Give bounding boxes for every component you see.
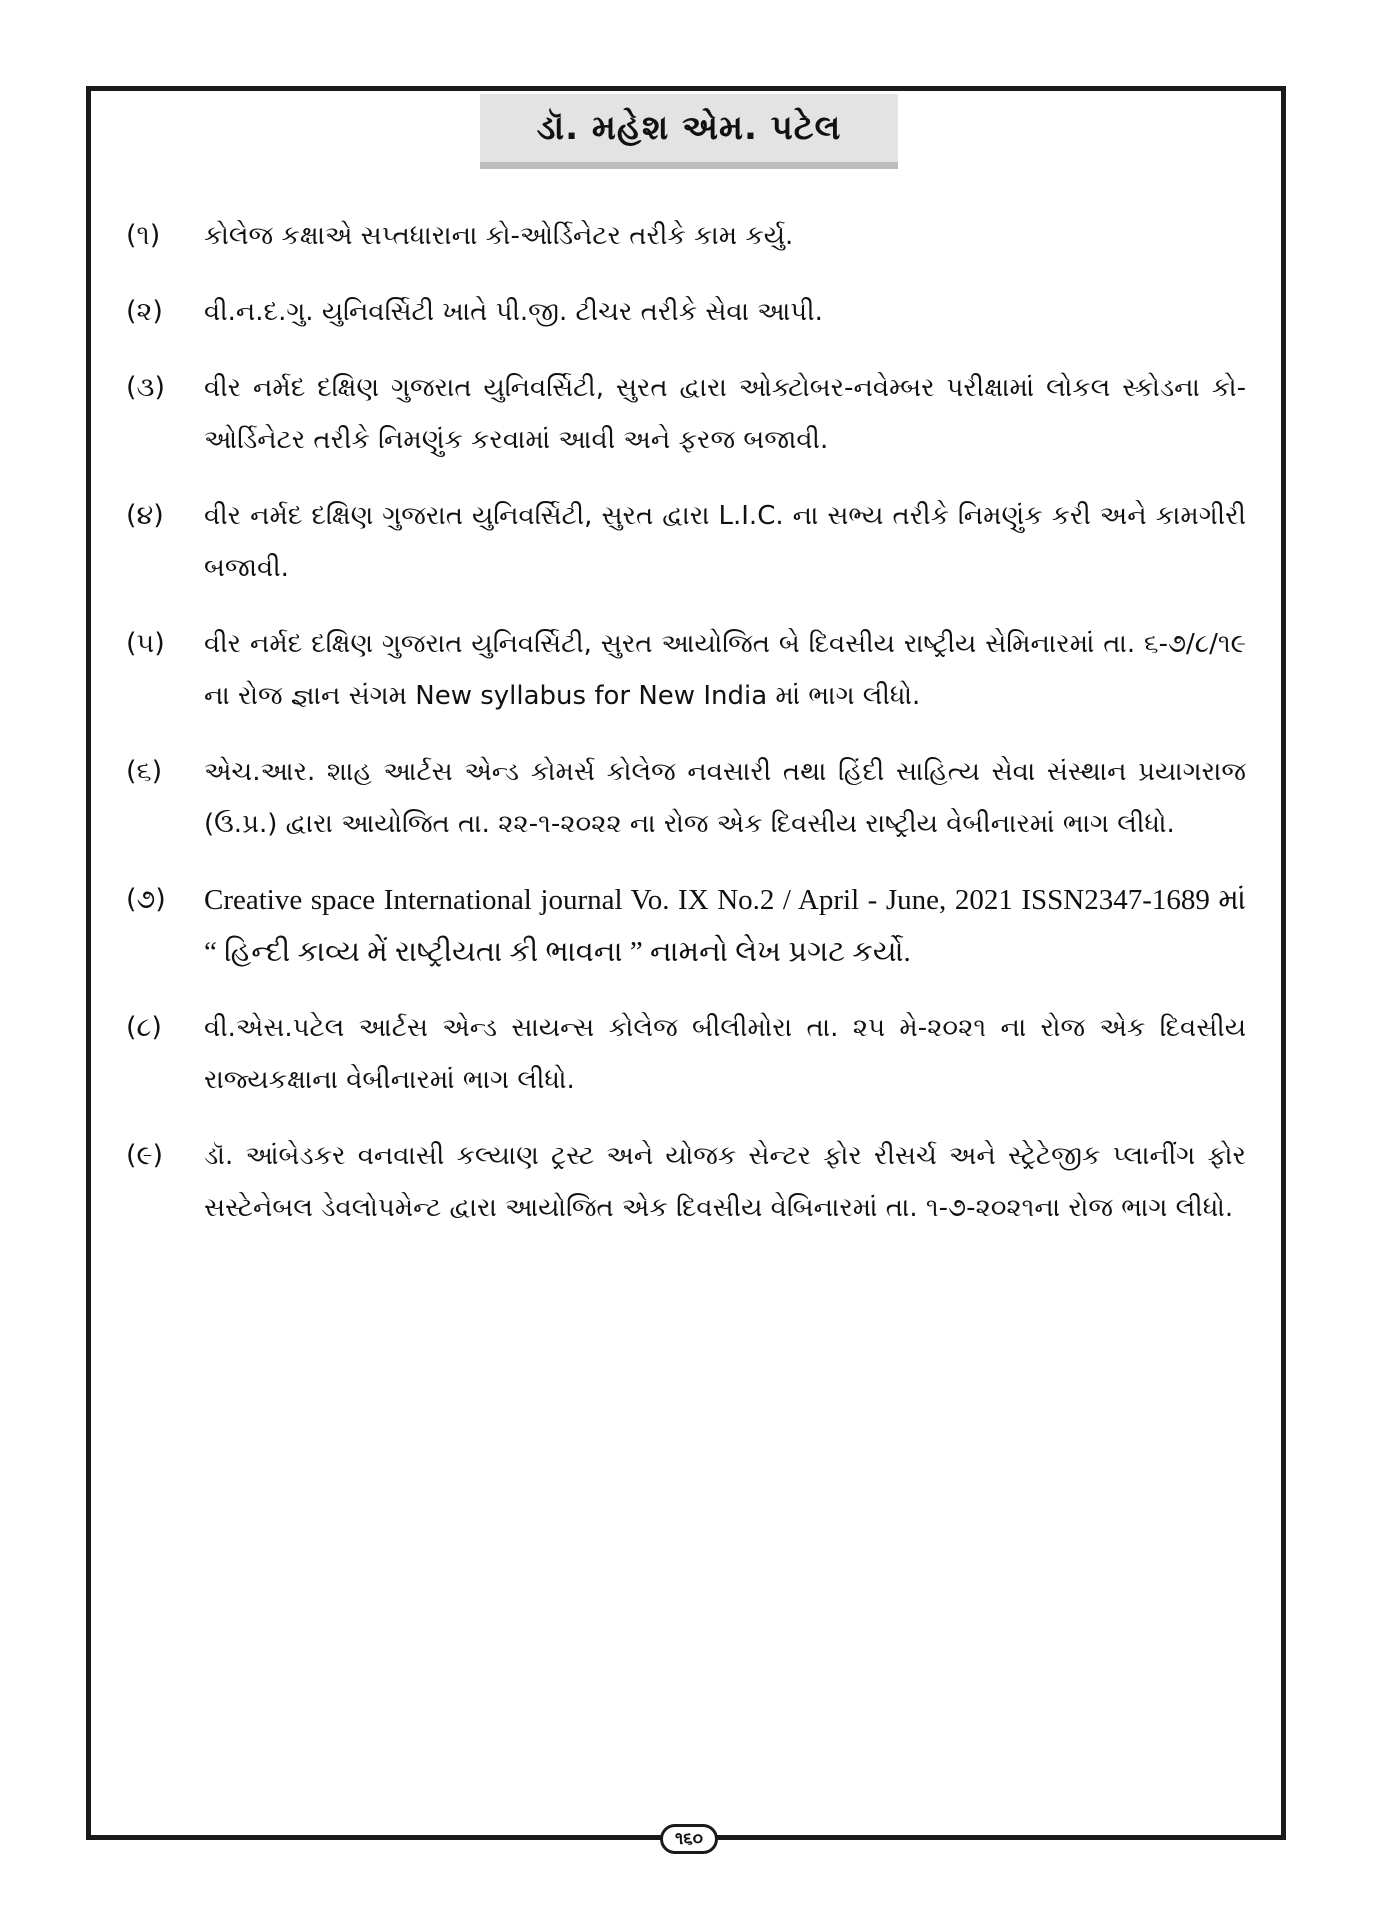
list-item-text: વીર નર્મદ દક્ષિણ ગુજરાત યુનિવર્સિટી, સુરત દ્વારા L.I.C. ના સભ્ય તરીકે નિમણુંક કરી અને કામગીરી બજાવી. bbox=[204, 501, 1246, 583]
list-item-number: (૯) bbox=[126, 1140, 164, 1171]
list-item-text: વીર નર્મદ દક્ષિણ ગુજરાત યુનિવર્સિટી, સુરત આયોજિત બે દિવસીય રાષ્ટ્રીય સેમિનારમાં તા. ૬-૭/૮/૧૯ ના રોજ જ્ઞાન સંગમ New syllabus for New India માં ભાગ લીધો. bbox=[204, 629, 1246, 711]
list-item bbox=[126, 1130, 1246, 1234]
list-item-number: (૭) bbox=[126, 884, 166, 915]
page-title: ડૉ. મહેશ એમ. પટેલ bbox=[536, 108, 842, 148]
list-item-number: (૫) bbox=[126, 628, 165, 659]
list-item-number: (૬) bbox=[126, 756, 163, 787]
list-item-number: (૩) bbox=[126, 372, 166, 403]
page-number-badge bbox=[660, 1824, 718, 1854]
achievement-list bbox=[126, 210, 1246, 1258]
list-item bbox=[126, 210, 1246, 262]
list-item-text: એચ.આર. શાહ આર્ટસ એન્ડ કોમર્સ કોલેજ નવસારી તથા હિંદી સાહિત્ય સેવા સંસ્થાન પ્રયાગરાજ (ઉ.પ્ર.) દ્વારા આયોજિત તા. ૨૨-૧-૨૦૨૨ ના રોજ એક દિવસીય રાષ્ટ્રીય વેબીનારમાં ભાગ લીધો. bbox=[204, 757, 1246, 839]
list-item-number: (૮) bbox=[126, 1012, 162, 1043]
list-item-number: (૧) bbox=[126, 220, 161, 251]
list-item bbox=[126, 490, 1246, 594]
list-item bbox=[126, 1002, 1246, 1106]
page-number: ૧૬૦ bbox=[674, 1828, 704, 1849]
list-item bbox=[126, 618, 1246, 722]
list-item-text: વી.એસ.પટેલ આર્ટસ એન્ડ સાયન્સ કોલેજ બીલીમોરા તા. ૨૫ મે-૨૦૨૧ ના રોજ એક દિવસીય રાજ્યકક્ષાના વેબીનારમાં ભાગ લીધો. bbox=[204, 1013, 1246, 1095]
title-banner bbox=[480, 94, 898, 169]
list-item-number: (૨) bbox=[126, 296, 163, 327]
list-item bbox=[126, 746, 1246, 850]
list-item-number: (૪) bbox=[126, 500, 164, 531]
list-item-text: કોલેજ કક્ષાએ સપ્તધારાના કો-ઓર્ડિનેટર તરીકે કામ કર્યુ. bbox=[204, 221, 794, 251]
list-item-text: વીર નર્મદ દક્ષિણ ગુજરાત યુનિવર્સિટી, સુરત દ્વારા ઓક્ટોબર-નવેમ્બર પરીક્ષામાં લોકલ સ્કોડના કો-ઓર્ડિનેટર તરીકે નિમણુંક કરવામાં આવી અને ફરજ બજાવી. bbox=[204, 373, 1246, 455]
list-item-text: Creative space International journal Vo. IX No.2 / April - June, 2021 ISSN2347-1689 માં “ હિન્દી કાવ્ય મેં રાષ્ટ્રીયતા કી ભાવના ” નામનો લેખ પ્રગટ કર્યો. bbox=[204, 884, 1246, 968]
list-item bbox=[126, 362, 1246, 466]
list-item bbox=[126, 874, 1246, 978]
list-item-text: વી.ન.દ.ગુ. યુનિવર્સિટી ખાતે પી.જી. ટીચર તરીકે સેવા આપી. bbox=[204, 297, 823, 327]
list-item bbox=[126, 286, 1246, 338]
list-item-text: ડૉ. આંબેડકર વનવાસી કલ્યાણ ટ્રસ્ટ અને યોજક સેન્ટર ફોર રીસર્ચ અને સ્ટ્રેટેજીક પ્લાનીંગ ફોર સસ્ટેનેબલ ડેવલોપમેન્ટ દ્વારા આયોજિત એક દિવસીય વેબિનારમાં તા. ૧-૭-૨૦૨૧ના રોજ ભાગ લીધો. bbox=[204, 1141, 1246, 1223]
